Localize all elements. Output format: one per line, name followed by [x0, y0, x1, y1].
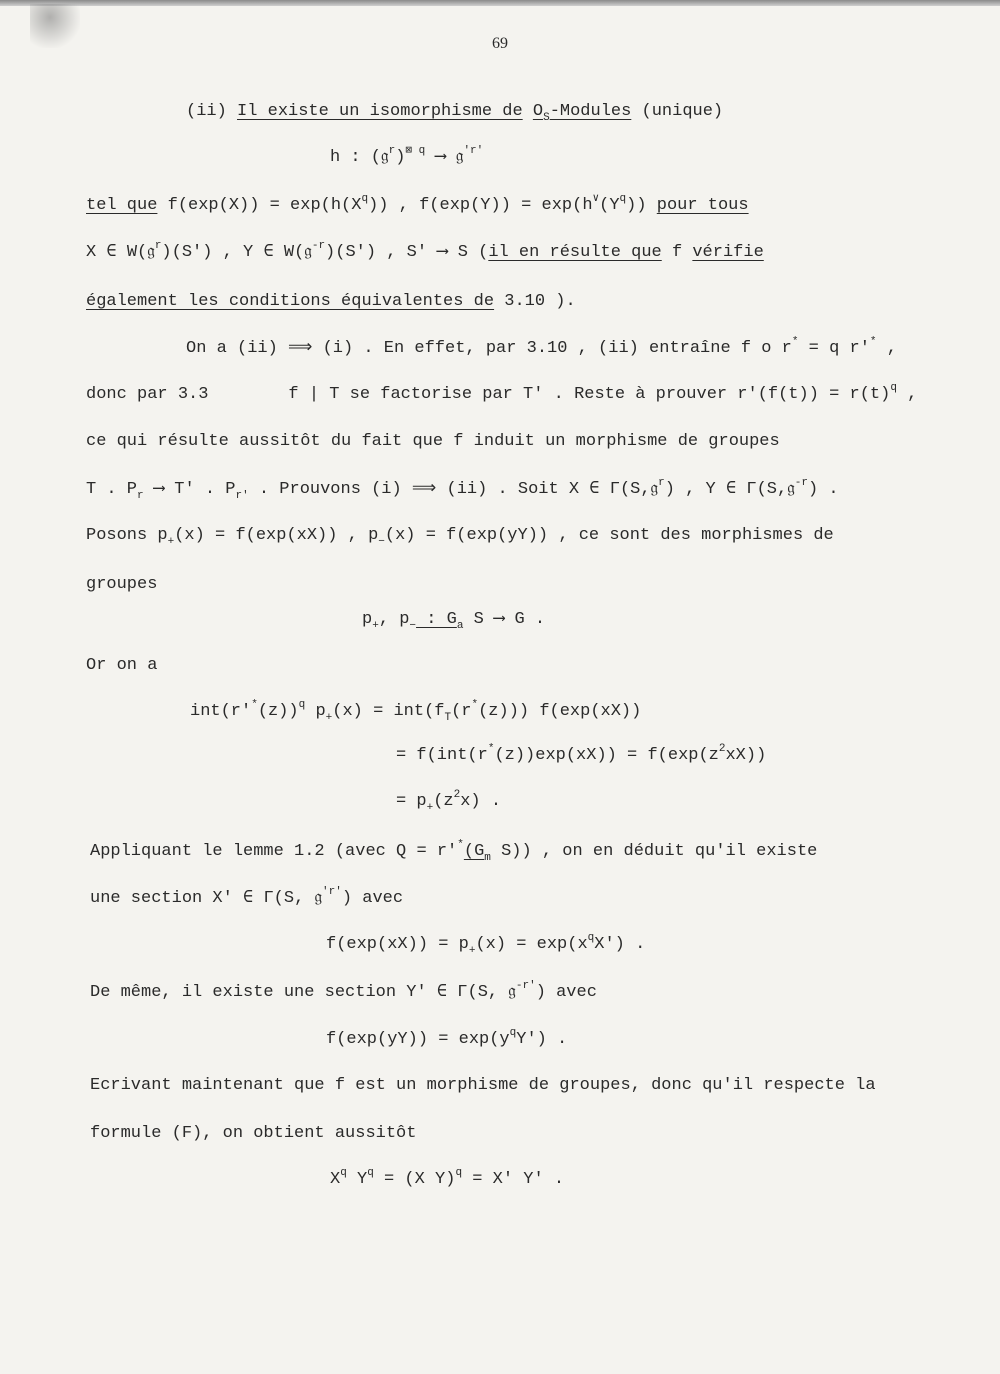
line-2: h : (𝔤$^r$)$^{⊠ q}$ ⟶ 𝔤$^{'r'}$ — [330, 145, 484, 167]
line-5: également les conditions équivalentes de 3.10 ). — [86, 292, 576, 311]
line-15: = $f(int(r^*(z))\exp(xX)) = f(\exp(z^2xX))$ — [396, 743, 767, 765]
line-6: On a (ii) ⟹ (i) . En effet, par 3.10 , (ii) entraîne f o r* = q r'* , — [186, 336, 897, 358]
line-19: $f(\exp(xX)) = p_+(x) = \exp(x^qX')$ . — [326, 932, 646, 957]
line-11: groupes — [86, 575, 158, 594]
line-12: $p_+$, $p_-$ : $G_a$ S ⟶ G . — [362, 610, 546, 632]
line-9: T . $P_r$ ⟶ T' . $P_{r'}$ . Prouvons (i) ⟹ (ii) . Soit X ∈ Γ(S,𝔤$^r$) , Y ∈ Γ(S,𝔤$^{-r}$) . — [86, 477, 839, 502]
line-24: $X^q$ $Y^q = (X$ Y)$^q$ = X' Y' . — [330, 1167, 565, 1189]
line-8: ce qui résulte aussitôt du fait que f induit un morphisme de groupes — [86, 432, 780, 451]
line-10: Posons $p_+(x) = f(\exp(xX))$ , $p_-(x) = f(\exp(yY))$ , ce sont des morphismes de — [86, 526, 834, 548]
line-4: X ∈ W(𝔤$^r$)(S') , Y ∈ W(𝔤$^{-r}$)(S') , S' ⟶ S (il en résulte que f vérifie — [86, 240, 764, 262]
line-21: $f(\exp(yY)) = \exp(y^qY')$ . — [326, 1027, 568, 1049]
page-number: 69 — [492, 35, 508, 52]
line-20: De même, il existe une section Y' ∈ Γ(S, 𝔤$^{-r'}$) avec — [90, 980, 597, 1002]
line-1: (ii) Il existe un isomorphisme de $O_S$-Modules (unique) — [186, 102, 724, 124]
line-13: Or on a — [86, 656, 158, 675]
line-3: tel que $f(\exp(X)) = \exp(h(X^q))$ , $f(\exp(Y)) = \exp(h^\vee(Y^q))$ pour tous — [86, 193, 749, 215]
line-7: donc par 3.3 f | T se factorise par T' . Reste à prouver $r'(f(t)) = r(t)^q$ , — [86, 382, 918, 404]
line-22: Ecrivant maintenant que f est un morphisme de groupes, donc qu'il respecte la — [90, 1076, 876, 1095]
line-23: formule (F), on obtient aussitôt — [90, 1124, 417, 1143]
line-16: = $p_+(z^2x)$ . — [396, 789, 502, 814]
line-18: une section X' ∈ Γ(S, 𝔤$^{'r'}$) avec — [90, 886, 404, 908]
line-14: $int(r'^*(z))^q$ $p_+(x) = int(f_T(r^*(z)))$ f(exp(xX)) — [190, 699, 642, 724]
top-edge — [0, 0, 1000, 6]
line-17: Appliquant le lemme 1.2 (avec $Q = r'^*(G_m$ S)) , on en déduit qu'il existe — [90, 839, 818, 864]
